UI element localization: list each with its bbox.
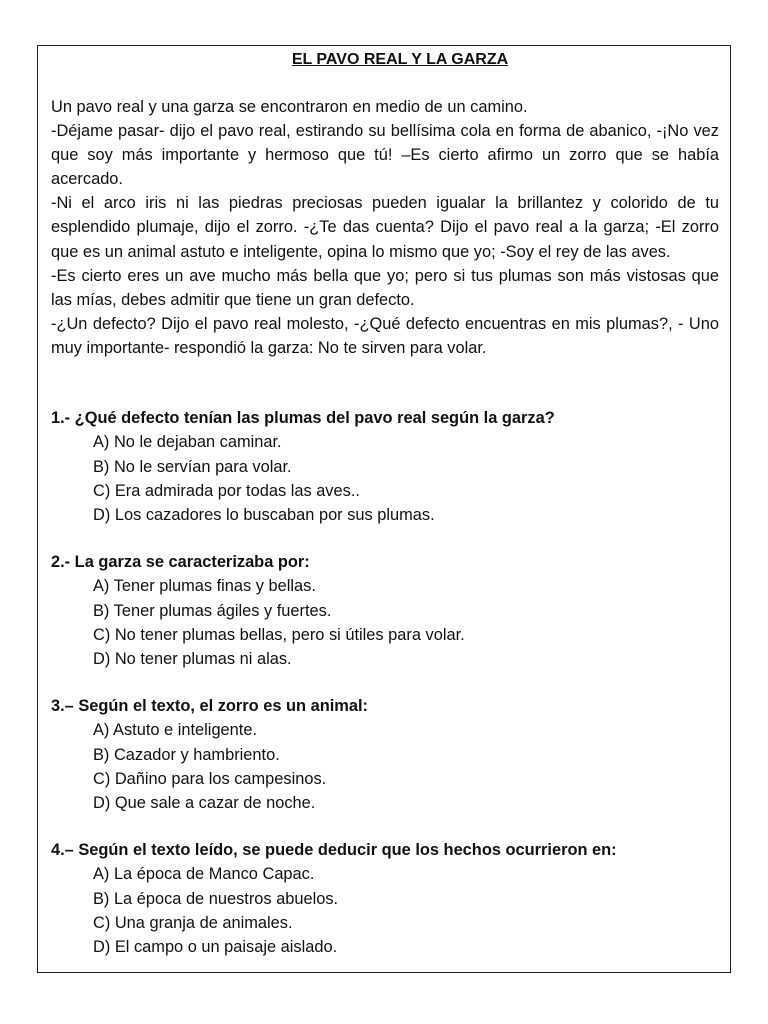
question-4 bbox=[51, 838, 719, 959]
story-text bbox=[51, 95, 719, 360]
question-1 bbox=[51, 406, 719, 527]
answer-option: A) Tener plumas finas y bellas. bbox=[93, 577, 316, 596]
answer-option: B) La época de nuestros abuelos. bbox=[93, 889, 339, 908]
answer-option: A) No le dejaban caminar. bbox=[93, 433, 282, 452]
document-title: EL PAVO REAL Y LA GARZA bbox=[291, 51, 509, 68]
answer-option: D) Que sale a cazar de noche. bbox=[93, 794, 316, 813]
question-text: 1.- ¿Qué defecto tenían las plumas del pavo real según la garza? bbox=[51, 409, 555, 427]
answer-option: D) Los cazadores lo buscaban por sus plumas. bbox=[93, 506, 435, 525]
answer-option: D) El campo o un paisaje aislado. bbox=[93, 938, 338, 957]
story-paragraph: -Es cierto eres un ave mucho más bella que yo; pero si tus plumas son más vistosas que las mías, debes admitir que tiene un gran defecto. bbox=[51, 266, 719, 309]
answer-option: A) Astuto e inteligente. bbox=[93, 721, 258, 740]
question-2 bbox=[51, 550, 719, 671]
question-text: 4.– Según el texto leído, se puede deducir que los hechos ocurrieron en: bbox=[51, 840, 617, 859]
answer-option: B) Tener plumas ágiles y fuertes. bbox=[93, 601, 332, 620]
answer-option: C) Dañino para los campesinos. bbox=[93, 769, 327, 788]
answer-option: C) Era admirada por todas las aves.. bbox=[93, 481, 360, 500]
worksheet-frame bbox=[37, 45, 731, 973]
answer-option: B) No le servían para volar. bbox=[93, 457, 292, 476]
question-3 bbox=[51, 694, 719, 815]
story-paragraph: -Ni el arco iris ni las piedras preciosas pueden igualar la brillantez y colorido de tu esplendido plumaje, dijo el zorro. -¿Te das cuenta? Dijo el pavo real a la garza; -El zorro que es un animal astuto e inteligente, opina lo mismo que yo; -Soy el rey de las aves. bbox=[51, 194, 719, 261]
story-paragraph: -¿Un defecto? Dijo el pavo real molesto, -¿Qué defecto encuentras en mis plumas?, - Uno muy importante- respondió la garza: No te sirven para volar. bbox=[51, 314, 719, 357]
story-paragraph: -Déjame pasar- dijo el pavo real, estirando su bellísima cola en forma de abanico, -¡No vez que soy más importante y hermoso que tú! –Es cierto afirmo un zorro que se había acercado. bbox=[51, 122, 719, 189]
answer-option: A) La época de Manco Capac. bbox=[93, 865, 315, 884]
question-text: 3.– Según el texto, el zorro es un animal: bbox=[51, 696, 368, 715]
answer-option: C) No tener plumas bellas, pero si útiles para volar. bbox=[93, 625, 465, 644]
question-text: 2.- La garza se caracterizaba por: bbox=[51, 552, 310, 571]
answer-option: C) Una granja de animales. bbox=[93, 913, 293, 932]
story-paragraph: Un pavo real y una garza se encontraron en medio de un camino. bbox=[51, 98, 528, 116]
questions-section bbox=[51, 406, 719, 982]
answer-option: B) Cazador y hambriento. bbox=[93, 745, 280, 764]
answer-option: D) No tener plumas ni alas. bbox=[93, 650, 292, 669]
